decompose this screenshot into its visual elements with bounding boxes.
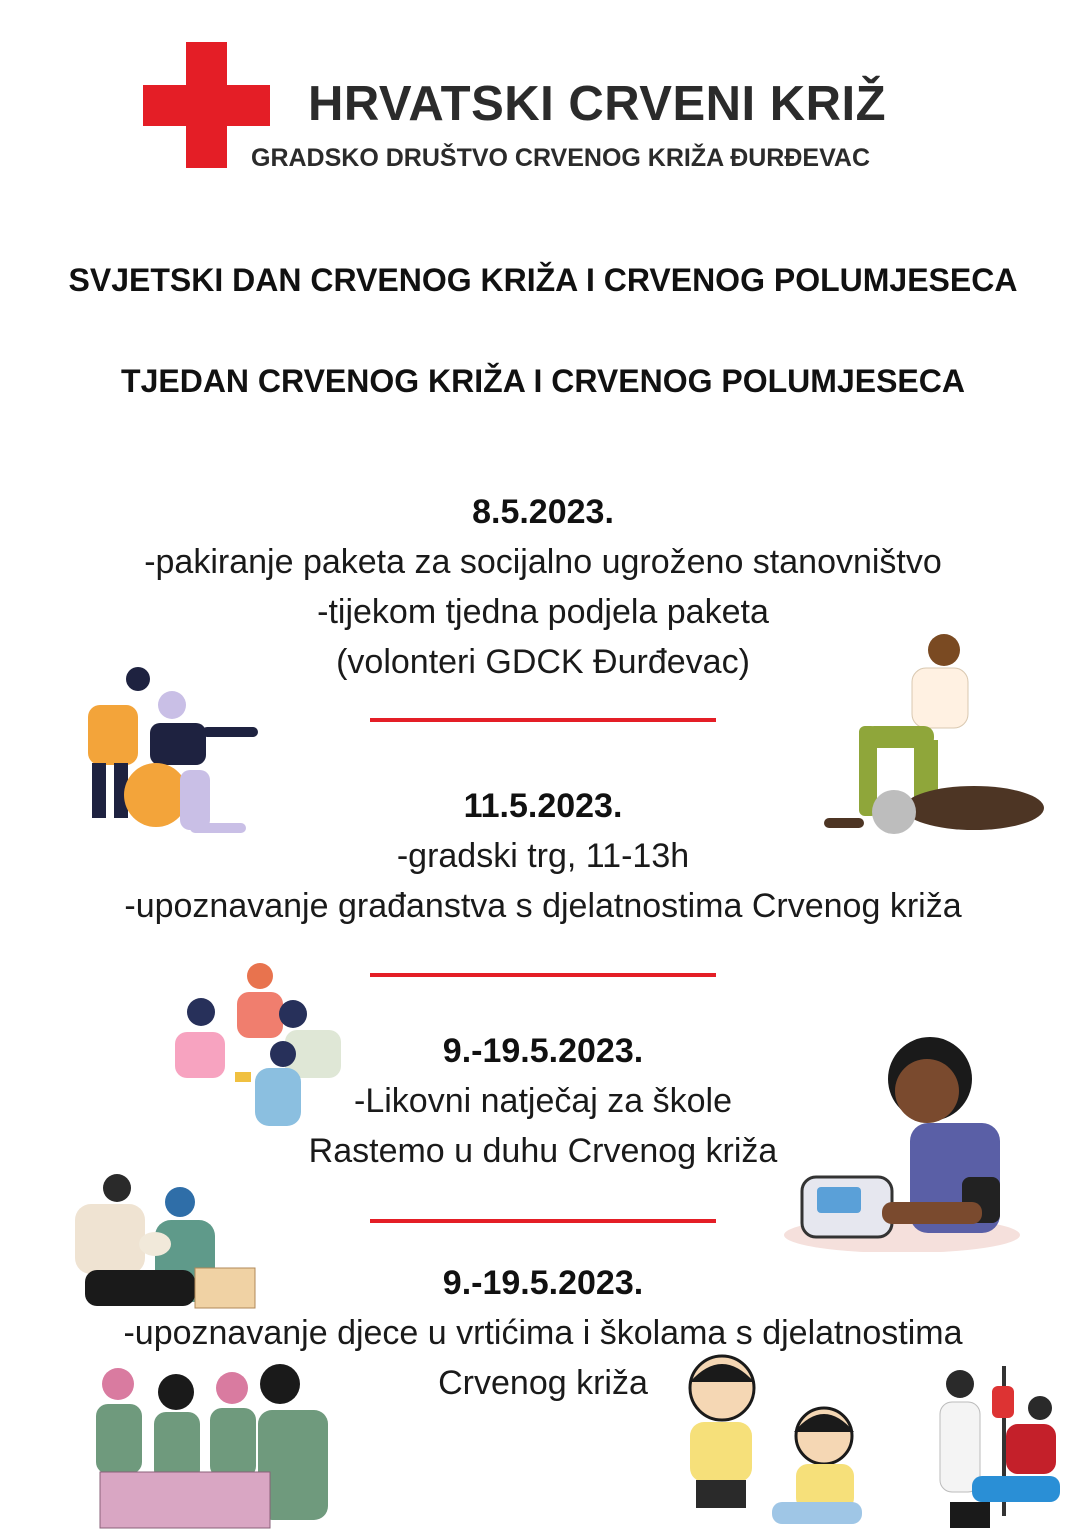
event-line: -Likovni natječaj za škole <box>354 1082 732 1120</box>
event-date: 9.-19.5.2023. <box>442 1032 644 1070</box>
event-line: (volonteri GDCK Đurđevac) <box>336 643 750 681</box>
main-title: SVJETSKI DAN CRVENOG KRIŽA I CRVENOG POLUMJESECA <box>68 262 1018 298</box>
kids-illustration-icon <box>676 1352 888 1532</box>
divider <box>370 718 716 722</box>
blood-pressure-illustration-icon <box>782 1027 1022 1252</box>
donation-illustration-icon <box>55 1172 260 1320</box>
event-line: -pakiranje paketa za socijalno ugroženo stanovništvo <box>144 543 942 581</box>
event-date: 8.5.2023. <box>472 493 614 531</box>
event-line: -tijekom tjedna podjela paketa <box>317 593 769 631</box>
divider <box>370 973 716 977</box>
volunteers-packing-illustration-icon <box>92 1362 352 1532</box>
event-line: -upoznavanje građanstva s djelatnostima Crvenog križa <box>124 887 962 925</box>
org-name: HRVATSKI CRVENI KRIŽ <box>308 77 887 131</box>
event-line: Rastemo u duhu Crvenog križa <box>308 1132 778 1170</box>
event-line: -upoznavanje djece u vrtićima i školama s djelatnostima <box>123 1314 963 1352</box>
sub-title: TJEDAN CRVENOG KRIŽA I CRVENOG POLUMJESECA <box>121 363 965 399</box>
cpr-illustration-icon <box>824 630 1049 840</box>
event-line: Crvenog križa <box>438 1364 648 1402</box>
logo <box>143 42 943 172</box>
event-line: -gradski trg, 11-13h <box>396 837 690 875</box>
org-subtitle: GRADSKO DRUŠTVO CRVENOG KRIŽA ĐURĐEVAC <box>251 144 871 172</box>
exercise-ball-illustration-icon <box>80 665 260 840</box>
blood-donation-illustration-icon <box>932 1366 1062 1536</box>
event-date: 11.5.2023. <box>463 787 623 825</box>
red-cross-icon-bar <box>143 85 270 126</box>
divider <box>370 1219 716 1223</box>
children-playing-illustration-icon <box>165 962 350 1132</box>
event-date: 9.-19.5.2023. <box>442 1264 644 1302</box>
